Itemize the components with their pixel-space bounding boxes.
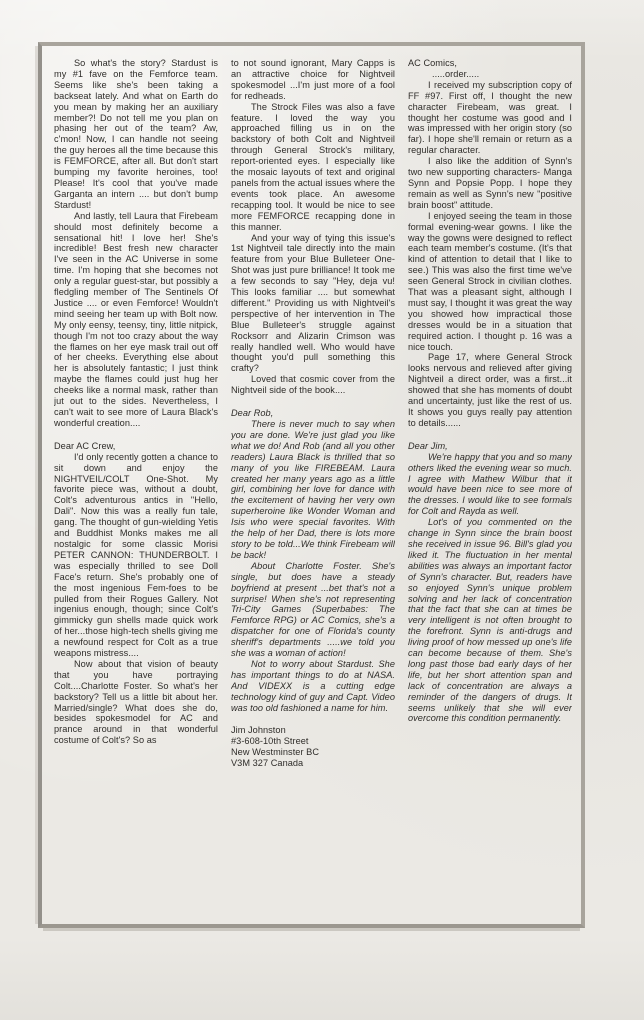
paragraph: There is never much to say when you are done. We're just glad you like what we do! And Rob (and all you other readers) Laura Black is thrilled that so many of you like FIREBEAM. Laura created her many years ago as a little girl, combining her love for dance with the excitement of having her very own superheroine like Wonder Woman and Isis who were special favorites. With the help of her Dad, there is lots more story to be told...We think Firebeam will be back! (231, 419, 395, 560)
salutation: Dear Rob, (231, 408, 274, 419)
text-column-2 (231, 58, 395, 920)
salutation: Dear AC Crew, (54, 440, 116, 451)
paragraph: And your way of tying this issue's 1st Nightveil tale directly into the main feature from your Blue Bulleteer One-Shot was just pure brilliance! It took me a few seconds to say "Hey, deja vu! This looks familiar .... but somewhat different." Providing us with Nightveil's perspective of her intervention in The Blue Bulleteer's struggle against Rocksorr and Alizarin Crimson was really handled well. Who would have thought you'd pull something this crafty? (231, 232, 395, 374)
paragraph: I'd only recently gotten a chance to sit down and enjoy the NIGHTVEIL/COLT One-Shot. My favorite piece was, without a doubt, Colt's adventurous antics in "Hello, Dali". Now this was a really fun tale, gang. The thought of gun-wielding Yetis and Buddhist Monks makes me all nostalgic for some classic Morisi PETER CANNON: THUNDERBOLT. I was especially thrilled to see Doll Face's return. She's probably one of the most ingenious Fem-foes to be pulled from their Rogues Gallery. Not ingenius enough, though; since Colt's gimmicky gun shells made quick work of her...those high-tech shells giving me a newfound respect for Colt as a true weapons mistress.... (54, 451, 218, 659)
paragraph: I received my subscription copy of FF #97. First off, I thought the new character Firebeam, was great. I thought her costume was good and I was impressed with her origin story (so far). I hope she'll remain or return as a regular character. (408, 79, 572, 156)
paragraph: I also like the addition of Synn's two new supporting characters- Manga Synn and Popsie Popp. I hope they remain as well as Synn's new "positive brain boost" attitude. (408, 156, 572, 210)
signature-address (231, 725, 395, 769)
address-line: New Westminster BC (231, 747, 320, 758)
text-line: .....order..... (432, 68, 480, 79)
paragraph: I enjoyed seeing the team in those formal evening-wear gowns. I like the way the gowns were designed to reflect each team member's costume. (It's that kind of attention to detail that I like to see.) This was also the first time we've seen General Strock in civilian clothes. That was a pleasant sight, although I must say, I thought it was great the way you showed how impractical those dresses would be in a situation that required action. I thought p. 16 was a nice touch. (408, 210, 572, 352)
address-line: V3M 327 Canada (231, 758, 304, 769)
paragraph: to not sound ignorant, Mary Capps is an attractive choice for Nightveil spokesmodel ...I'm just more of a fool for redheads. (231, 58, 395, 101)
paragraph: Lot's of you commented on the change in Synn since the brain boost she received in issue 96. Bill's glad you liked it. The fluctuation in her mental abilities was always an important factor of Synn's character. But, readers have so enjoyed Synn's unique problem solving and her lack of concentration that the fact that she can at times be very intelligent is not often brought to the forefront. Synn is anti-drugs and living proof of how messed up one's life can become because of them. She's long past those bad early days of her life, but her short attention span and lack of concentration are always a reminder of the dangers of drugs. It seems unlikely that she will ever overcome this condition permanently. (408, 517, 572, 724)
text-line: AC Comics, (408, 58, 457, 68)
paragraph: Loved that cosmic cover from the Nightveil side of the book.... (231, 374, 395, 396)
paragraph: Now about that vision of beauty that you have portraying Colt....Charlotte Foster. So what's her backstory? Tell us a little bit about her. Married/single? What does she do, besides spokesmodel for AC and prance around in that wonderful costume of Colt's? So as (54, 658, 218, 746)
paragraph: So what's the story? Stardust is my #1 fave on the Femforce team. Seems like she's been taking a backseat lately. And what on Earth do you mean by making her an auxiliary member?! Do not tell me you plan on phasing her out of the team? Aw, c'mon! Now, I can handle not seeing the guy heroes all the time because this is FEMFORCE, after all. But don't start bumping my favorite heroines, too! Please! It's cool that you've made Garganta an intern .... but don't bump Stardust! (54, 58, 218, 210)
paragraph: Page 17, where General Strock looks nervous and relieved after giving Nightveil a direct order, was a first...it showed that she has moments of doubt and uncertainty, just like the rest of us. It shows you guys really pay attention to details...... (408, 352, 572, 428)
salutation: Dear Jim, (408, 440, 448, 451)
text-column-3 (408, 58, 572, 920)
paragraph: Not to worry about Stardust. She has important things to do at NASA. And VIDEXX is a cutting edge technology kind of guy and Capt. Video was too old fashioned a name for him. (231, 658, 395, 713)
paragraph: About Charlotte Foster. She's single, but does have a steady boyfriend at present ...bet that's not a surprise! When she's not representing Tri-City Games (Superbabes: The Femforce RPG) or AC Comics, she's a dispatcher for one of Florida's county sheriff's departments .....we told you she was a woman of action! (231, 560, 395, 659)
paragraph: The Strock Files was also a fave feature. I loved the way you approached filling us in on the backstory of both Colt and Nightveil through General Strock's military, report-oriented eyes. I especially like the mosaic layouts of text and original panels from the actual issues where the events took place. An awesome recapping tool. It would be nice to see more FEMFORCE recapping done in this manner. (231, 101, 395, 232)
letters-page-frame (38, 42, 585, 928)
address-line: Jim Johnston (231, 725, 286, 736)
text-column-1 (54, 58, 218, 920)
paragraph: And lastly, tell Laura that Firebeam should most definitely become a sensational hit! I love her! She's incredible! Best fresh new character I've seen in the AC Universe in some time. I'm hoping that she becomes not only a regular guest-star, but possibly a fledgling member of The Sentinels Of Justice .... or even Femforce! Wouldn't mind seeing her team up with Bolt now. My only eensy, teensy, tiny, little nitpick, though I'm not too crazy about the way the flames on her eye mask trail out off of her cheeks. Everything else about her is absolutely fantastic; I just think maybe the flames could just hug her cheeks like a normal mask, rather than jut out to the sides. Nevertheless, I can't wait to see more of Laura Black's wonderful creation.... (54, 210, 218, 428)
address-line: #3-608-10th Street (231, 736, 309, 747)
paragraph: We're happy that you and so many others liked the evening wear so much. I agree with Mathew Wilbur that it would have been nice to see more of the dresses. I would like to see formals for Colt and Rayda as well. (408, 451, 572, 517)
